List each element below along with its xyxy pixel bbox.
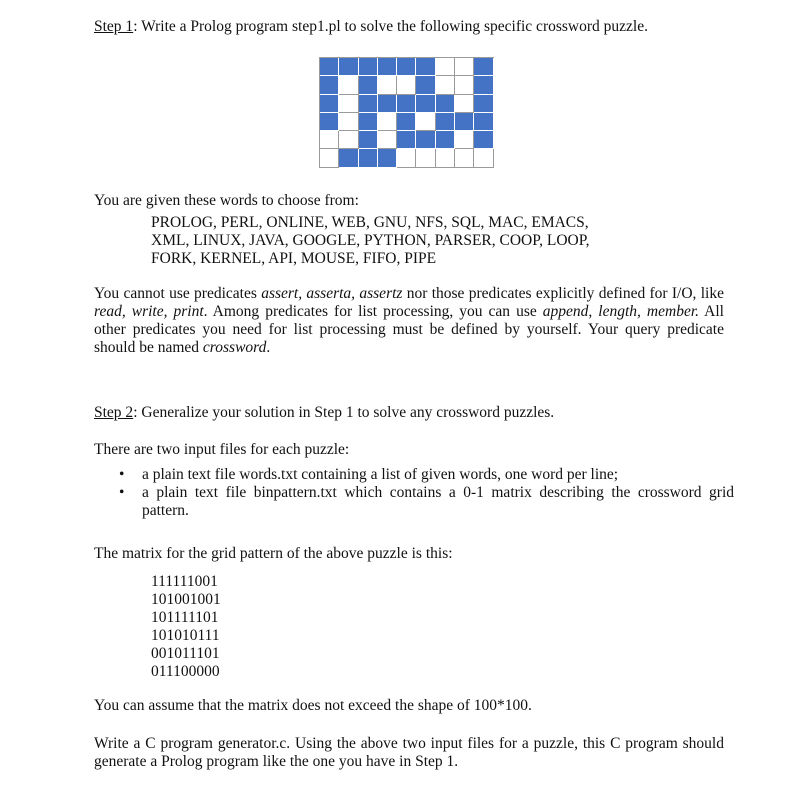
- step1-text: : Write a Prolog program step1.pl to solve the following specific crossword puzzle.: [133, 18, 648, 35]
- grid-cell-filled: [474, 95, 493, 113]
- grid-cell-empty: [455, 131, 474, 149]
- grid-cell-filled: [378, 149, 397, 167]
- step2-text: : Generalize your solution in Step 1 to solve any crossword puzzles.: [133, 404, 555, 421]
- grid-cell-empty: [455, 149, 474, 167]
- grid-cell-empty: [378, 131, 397, 149]
- grid-cell-filled: [455, 113, 474, 131]
- grid-cell-empty: [455, 76, 474, 94]
- list-item: [94, 466, 734, 484]
- input-file-list: [94, 466, 734, 520]
- step2-label: Step 2: [94, 404, 134, 421]
- grid-cell-filled: [416, 58, 435, 76]
- restriction-text: nor those predicates explicitly defined for I/O, like: [402, 285, 724, 302]
- grid-cell-filled: [474, 76, 493, 94]
- grid-cell-filled: [359, 95, 378, 113]
- restriction-italic: assert, asserta, assertz: [261, 285, 403, 302]
- grid-cell-empty: [474, 149, 493, 167]
- grid-cell-filled: [416, 76, 435, 94]
- list-item-text: a plain text file words.txt containing a list of given words, one word per line;: [142, 466, 619, 483]
- crossword-grid: [319, 57, 494, 168]
- grid-cell-empty: [339, 95, 358, 113]
- restriction-italic: read, write, print: [94, 303, 204, 320]
- grid-cell-filled: [378, 95, 397, 113]
- grid-cell-filled: [359, 149, 378, 167]
- grid-cell-filled: [436, 113, 455, 131]
- step1-label: Step 1: [94, 18, 134, 35]
- grid-cell-empty: [436, 58, 455, 76]
- grid-cell-empty: [416, 113, 435, 131]
- grid-cell-filled: [320, 113, 339, 131]
- grid-cell-filled: [359, 113, 378, 131]
- step2-heading: [94, 404, 554, 422]
- matrix-block: [151, 573, 221, 681]
- grid-cell-filled: [474, 58, 493, 76]
- grid-cell-filled: [436, 95, 455, 113]
- grid-cell-empty: [320, 131, 339, 149]
- grid-cell-empty: [436, 149, 455, 167]
- matrix-intro: The matrix for the grid pattern of the above puzzle is this:: [94, 545, 453, 562]
- grid-cell-filled: [474, 131, 493, 149]
- grid-cell-empty: [378, 113, 397, 131]
- grid-cell-filled: [320, 58, 339, 76]
- grid-cell-filled: [416, 95, 435, 113]
- grid-cell-filled: [339, 149, 358, 167]
- grid-cell-filled: [474, 113, 493, 131]
- grid-cell-filled: [378, 58, 397, 76]
- words-intro: You are given these words to choose from:: [94, 192, 359, 209]
- word-list-line: XML, LINUX, JAVA, GOOGLE, PYTHON, PARSER, COOP, LOOP,: [151, 232, 590, 249]
- list-item: [94, 484, 734, 520]
- grid-cell-empty: [455, 95, 474, 113]
- final-paragraph: Write a C program generator.c. Using the above two input files for a puzzle, this C program should generate a Prolog program like the one you have in Step 1.: [94, 735, 724, 770]
- grid-cell-filled: [397, 95, 416, 113]
- restriction-italic: append, length, member.: [542, 303, 700, 320]
- grid-cell-empty: [397, 149, 416, 167]
- grid-cell-empty: [397, 76, 416, 94]
- input-intro: There are two input files for each puzzle:: [94, 441, 350, 458]
- grid-cell-empty: [339, 113, 358, 131]
- grid-cell-empty: [436, 76, 455, 94]
- grid-cell-filled: [359, 76, 378, 94]
- grid-cell-filled: [416, 131, 435, 149]
- restriction-text: All other predicates you need for list processing must be defined by yourself. Your query predicate should be named: [94, 303, 724, 356]
- grid-cell-empty: [339, 76, 358, 94]
- matrix-line: 001011101: [151, 645, 220, 662]
- grid-cell-filled: [397, 58, 416, 76]
- word-list-line: PROLOG, PERL, ONLINE, WEB, GNU, NFS, SQL, MAC, EMACS,: [151, 214, 589, 231]
- grid-cell-empty: [455, 58, 474, 76]
- list-item-text: a plain text file binpattern.txt which contains a 0-1 matrix describing the crossword grid pattern.: [142, 484, 734, 519]
- grid-cell-filled: [359, 58, 378, 76]
- grid-cell-empty: [378, 76, 397, 94]
- shape-note: You can assume that the matrix does not exceed the shape of 100*100.: [94, 697, 532, 714]
- grid-cell-filled: [359, 131, 378, 149]
- restriction-italic: crossword: [202, 339, 267, 356]
- grid-cell-empty: [339, 131, 358, 149]
- grid-cell-filled: [397, 113, 416, 131]
- grid-cell-filled: [320, 76, 339, 94]
- bullet-icon: •: [119, 466, 125, 483]
- matrix-line: 101010111: [151, 627, 220, 644]
- restriction-paragraph: [94, 285, 724, 357]
- matrix-line: 111111001: [151, 573, 218, 590]
- grid-cell-filled: [320, 95, 339, 113]
- grid-cell-filled: [339, 58, 358, 76]
- grid-cell-empty: [320, 149, 339, 167]
- restriction-text: . Among predicates for list processing, you can use: [203, 303, 543, 320]
- matrix-line: 101111101: [151, 609, 219, 626]
- matrix-line: 101001001: [151, 591, 221, 608]
- step1-heading: [94, 18, 648, 36]
- grid-cell-filled: [436, 131, 455, 149]
- restriction-text: .: [266, 339, 271, 356]
- word-list-line: FORK, KERNEL, API, MOUSE, FIFO, PIPE: [151, 250, 437, 267]
- matrix-line: 011100000: [151, 663, 220, 680]
- restriction-text: You cannot use predicates: [94, 285, 262, 302]
- bullet-icon: •: [119, 484, 125, 501]
- word-list: [151, 214, 590, 268]
- grid-cell-filled: [397, 131, 416, 149]
- grid-cell-empty: [416, 149, 435, 167]
